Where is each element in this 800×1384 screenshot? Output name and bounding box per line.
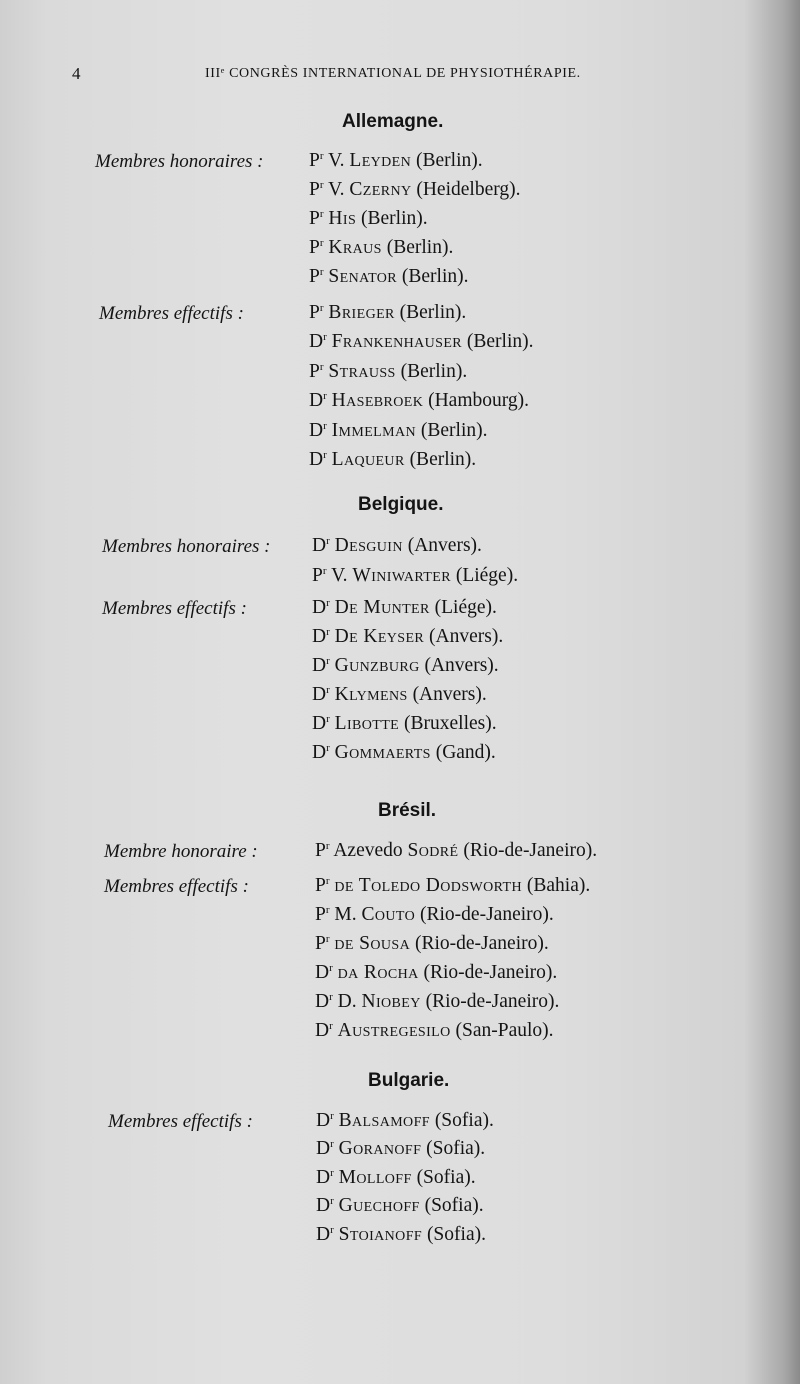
member-entry	[309, 266, 469, 288]
member-city: (Anvers).	[419, 654, 499, 676]
member-title-suffix: r	[319, 266, 324, 279]
member-name: Guechoff	[338, 1195, 420, 1217]
member-title-suffix: r	[326, 741, 330, 754]
country-heading: Brésil.	[378, 800, 437, 821]
member-title-suffix: r	[325, 840, 330, 852]
member-entry	[309, 302, 466, 324]
membership-label: Membres effectifs :	[99, 303, 244, 324]
member-entry	[315, 1020, 554, 1042]
member-title: D	[315, 990, 330, 1012]
member-title: D	[309, 331, 324, 353]
member-entry	[315, 875, 590, 897]
member-entry	[316, 1110, 494, 1132]
member-name: Gommaerts	[334, 741, 431, 763]
member-city: (Anvers).	[407, 683, 487, 705]
member-entry	[315, 840, 597, 862]
membership-label: Membre honoraire :	[104, 841, 258, 862]
member-city: (Rio-de-Janeiro).	[415, 903, 554, 925]
member-name: Klymens	[334, 683, 408, 705]
member-name: De Munter	[334, 597, 430, 618]
member-entry	[309, 390, 529, 412]
member-entry	[316, 1138, 485, 1160]
member-title: P	[309, 266, 320, 288]
member-name: Goranoff	[338, 1138, 422, 1160]
member-title-suffix: r	[329, 990, 333, 1003]
member-entry	[312, 655, 499, 677]
member-title: P	[309, 208, 320, 230]
member-name: Gunzburg	[334, 654, 420, 676]
member-name: Brieger	[328, 302, 395, 323]
member-entry	[309, 361, 467, 383]
member-title: P	[315, 875, 326, 896]
member-city: (Berlin).	[397, 266, 469, 288]
member-city: (Bahia).	[522, 875, 591, 896]
membership-label: Membres honoraires :	[102, 536, 271, 557]
member-city: (Sofia).	[422, 1223, 486, 1245]
member-city: (Gand).	[430, 741, 496, 763]
member-city: (Liége).	[429, 597, 497, 618]
member-title: D	[312, 654, 327, 676]
member-title-suffix: r	[325, 875, 330, 887]
member-entry	[315, 962, 557, 984]
member-name: da Rocha	[337, 961, 419, 983]
member-city: (Heidelberg).	[411, 179, 521, 201]
member-city: (Berlin).	[462, 331, 534, 353]
member-name: Laqueur	[331, 449, 405, 470]
member-city: (Bruxelles).	[399, 712, 497, 734]
member-title-suffix: r	[325, 932, 330, 945]
member-title: D	[316, 1110, 331, 1131]
member-entry	[309, 331, 534, 353]
member-title-suffix: r	[329, 961, 333, 974]
member-title-suffix: r	[319, 237, 324, 250]
member-title-suffix: r	[325, 903, 330, 916]
member-title: P	[315, 903, 326, 925]
member-title: D	[312, 535, 327, 556]
member-title-suffix: r	[326, 654, 330, 667]
member-title-suffix: r	[323, 331, 327, 344]
member-name: Balsamoff	[338, 1110, 430, 1131]
member-city: (Rio-de-Janeiro).	[458, 840, 598, 861]
member-city: (Hambourg).	[423, 390, 530, 412]
member-title: D	[312, 712, 327, 734]
member-title: P	[309, 237, 320, 259]
member-initial: D.	[337, 990, 362, 1012]
member-title: D	[312, 625, 327, 647]
member-city: (Anvers).	[402, 535, 482, 556]
member-title: P	[309, 179, 320, 201]
membership-label: Membres effectifs :	[108, 1111, 253, 1132]
member-title: D	[312, 597, 327, 618]
member-entry	[312, 713, 497, 735]
member-title: D	[309, 390, 324, 412]
member-entry	[312, 626, 503, 648]
member-title-suffix: r	[329, 1019, 333, 1032]
page-header	[0, 64, 800, 86]
member-city: (Berlin).	[404, 449, 477, 470]
member-title-suffix: r	[326, 535, 330, 547]
member-entry	[312, 742, 496, 764]
member-title: D	[316, 1138, 331, 1160]
member-title-suffix: r	[319, 150, 324, 162]
member-name: Leyden	[349, 150, 412, 171]
member-name: His	[328, 208, 357, 230]
membership-label: Membres effectifs :	[102, 598, 247, 619]
member-title-suffix: r	[319, 360, 324, 373]
member-city: (Anvers).	[424, 625, 504, 647]
member-title: D	[315, 1019, 330, 1041]
member-name: Frankenhauser	[331, 331, 463, 353]
member-name: Molloff	[338, 1166, 412, 1188]
member-title-suffix: r	[330, 1195, 334, 1208]
member-city: (Sofia).	[421, 1138, 486, 1160]
member-entry	[315, 933, 549, 955]
member-name: Immelman	[331, 419, 417, 441]
member-entry	[309, 420, 488, 442]
member-title-suffix: r	[326, 625, 330, 638]
member-entry	[316, 1167, 476, 1189]
member-initial: V.	[331, 564, 353, 586]
member-name: Kraus	[328, 237, 382, 259]
member-title: D	[315, 961, 330, 983]
member-title: D	[316, 1223, 331, 1245]
member-title-suffix: r	[319, 208, 324, 221]
member-name: Couto	[361, 903, 416, 925]
member-title: D	[316, 1166, 331, 1188]
member-city: (Sofia).	[411, 1166, 476, 1188]
member-name: Winiwarter	[352, 564, 451, 586]
member-city: (Rio-de-Janeiro).	[418, 961, 558, 983]
member-entry	[309, 150, 483, 172]
country-heading: Belgique.	[358, 494, 444, 515]
member-title-suffix: r	[319, 302, 324, 314]
member-city: (Sofia).	[429, 1110, 494, 1131]
member-title: P	[312, 564, 323, 586]
member-title-suffix: r	[323, 419, 327, 432]
member-title: D	[316, 1195, 331, 1217]
member-title-suffix: r	[323, 449, 327, 461]
member-title-suffix: r	[326, 712, 330, 725]
member-entry	[309, 208, 428, 230]
member-city: (Berlin).	[356, 208, 428, 230]
member-name: de Sousa	[334, 932, 411, 954]
running-title: IIIᵉ CONGRÈS INTERNATIONAL DE PHYSIOTHÉRAPIE.	[205, 66, 581, 81]
membership-label: Membres honoraires :	[95, 151, 264, 172]
member-city: (Liége).	[450, 564, 519, 586]
member-entry	[312, 535, 482, 557]
country-heading: Bulgarie.	[368, 1070, 450, 1091]
member-title-suffix: r	[326, 683, 330, 696]
member-name: Sodré	[407, 840, 459, 861]
member-title: D	[309, 419, 324, 441]
member-name: Austregesilo	[337, 1019, 451, 1041]
member-name: Strauss	[328, 360, 396, 382]
member-city: (Berlin).	[381, 237, 454, 259]
member-title-suffix: r	[322, 564, 327, 577]
member-city: (Rio-de-Janeiro).	[420, 990, 560, 1012]
member-city: (Berlin).	[395, 360, 468, 382]
member-title-suffix: r	[323, 390, 327, 403]
membership-label: Membres effectifs :	[104, 876, 249, 897]
member-title: P	[309, 360, 320, 382]
country-heading: Allemagne.	[342, 111, 444, 132]
member-title: P	[309, 302, 320, 323]
member-initial: Azevedo	[333, 840, 408, 861]
member-title: D	[309, 449, 324, 470]
member-name: Hasebroek	[331, 390, 424, 412]
member-title: D	[312, 741, 327, 763]
member-title-suffix: r	[330, 1223, 334, 1236]
member-entry	[312, 597, 497, 619]
member-entry	[315, 904, 554, 926]
member-title: P	[315, 840, 326, 861]
member-name: Desguin	[334, 535, 403, 556]
member-name: Stoianoff	[338, 1223, 423, 1245]
member-initial: V.	[328, 150, 350, 171]
member-title: P	[315, 932, 326, 954]
member-name: de Toledo Dodsworth	[334, 875, 522, 896]
member-title-suffix: r	[330, 1138, 334, 1151]
member-entry	[309, 179, 520, 201]
member-entry	[315, 991, 559, 1013]
member-title: P	[309, 150, 320, 171]
member-name: Libotte	[334, 712, 400, 734]
member-city: (Rio-de-Janeiro).	[410, 932, 549, 954]
member-entry	[312, 565, 518, 587]
member-title-suffix: r	[330, 1166, 334, 1179]
member-name: Senator	[328, 266, 398, 288]
member-name: Czerny	[349, 179, 412, 201]
member-city: (San-Paulo).	[450, 1019, 554, 1041]
member-city: (Berlin).	[411, 150, 483, 171]
member-entry	[316, 1224, 486, 1246]
member-name: Niobey	[361, 990, 421, 1012]
member-initial: M.	[334, 903, 362, 925]
member-title-suffix: r	[319, 179, 324, 192]
member-city: (Sofia).	[419, 1195, 484, 1217]
member-title-suffix: r	[326, 597, 330, 609]
member-entry	[309, 237, 453, 259]
member-city: (Berlin).	[416, 419, 488, 441]
page-number: 4	[72, 64, 81, 83]
member-title: D	[312, 683, 327, 705]
member-entry	[312, 684, 487, 706]
member-initial: V.	[328, 179, 350, 201]
member-name: De Keyser	[334, 625, 425, 647]
member-entry	[316, 1195, 484, 1217]
member-city: (Berlin).	[394, 302, 467, 323]
member-entry	[309, 449, 476, 471]
member-title-suffix: r	[330, 1110, 334, 1122]
